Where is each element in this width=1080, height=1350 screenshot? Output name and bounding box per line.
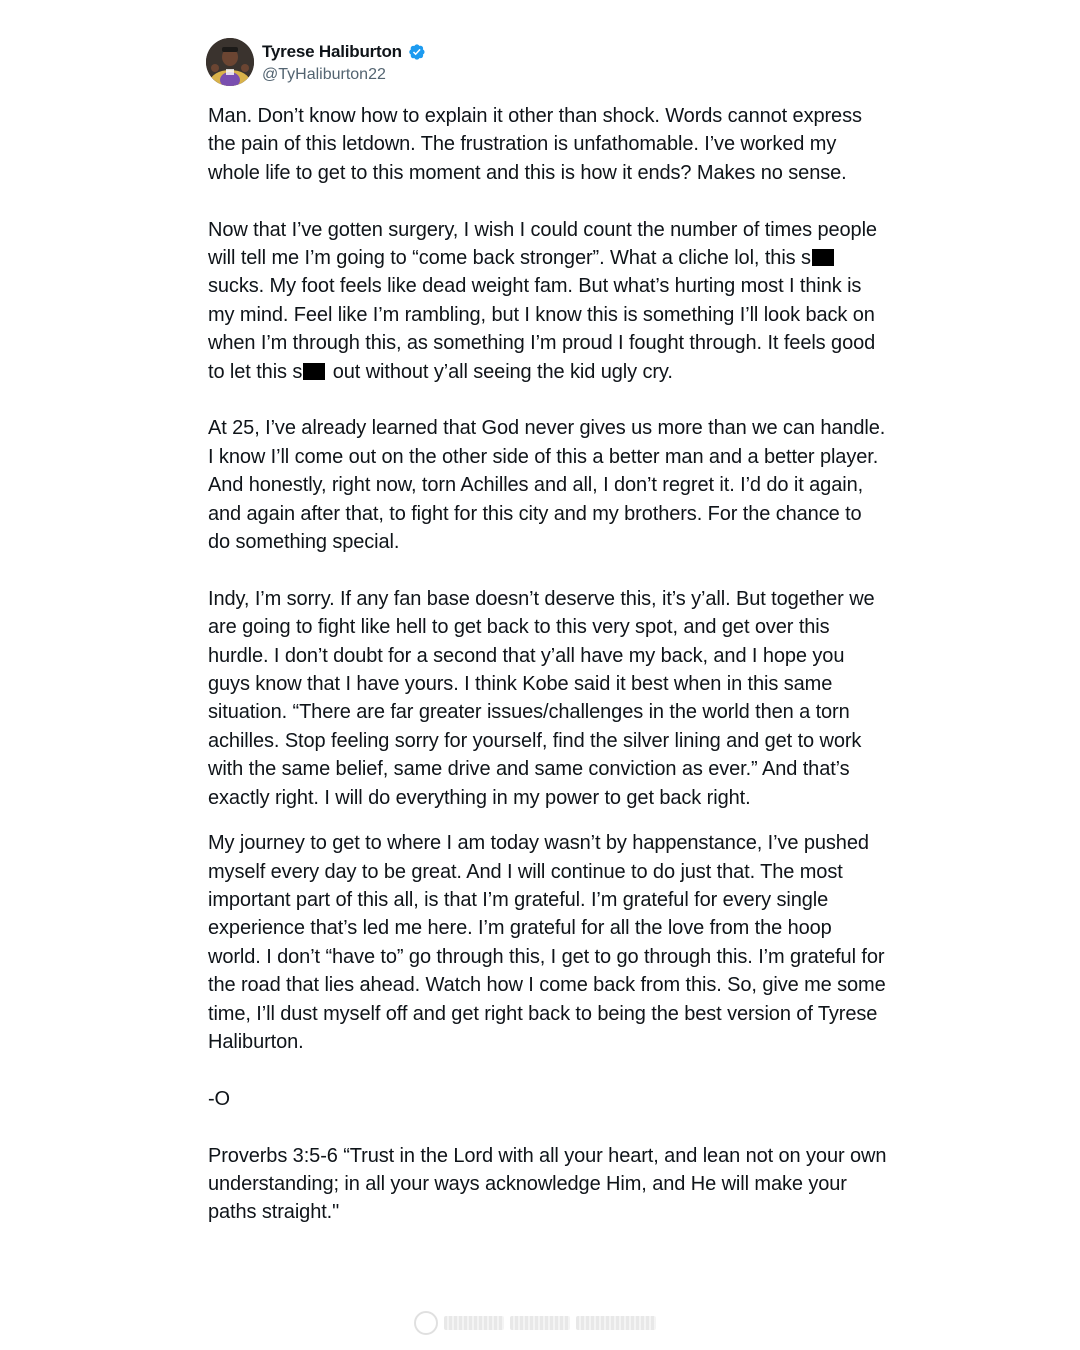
watermark [414, 1310, 662, 1336]
redaction-block [303, 363, 325, 380]
paragraph-segment: out without y’all seeing the kid ugly cry. [327, 360, 673, 383]
redaction-block [812, 249, 834, 266]
watermark-block [510, 1316, 570, 1330]
author-display-name[interactable]: Tyrese Haliburton [262, 42, 402, 61]
watermark-logo-icon [414, 1311, 438, 1335]
paragraph-segment: sucks. My foot feels like dead weight fam. But what’s hurting most I think is my mind. Feel like I’m rambling, but I know this is something I’ll look back on when I’m through this, as something I’m proud I fought through. It feels good to let this s [208, 247, 881, 383]
post-paragraph: Man. Don’t know how to explain it other than shock. Words cannot express the pain of this letdown. The frustration is unfathomable. I’ve worked my whole life to get to this moment and this is how it ends? Makes no sense. [208, 105, 868, 184]
post-paragraph: Proverbs 3:5-6 “Trust in the Lord with all your heart, and lean not on your own understanding; in all your ways acknowledge Him, and He will make your paths straight." [208, 1144, 892, 1224]
author-identity [262, 39, 426, 85]
watermark-block [444, 1316, 504, 1330]
post-header [206, 34, 888, 90]
author-handle[interactable]: @TyHaliburton22 [262, 66, 386, 83]
post-text [208, 102, 892, 1227]
verified-badge-icon[interactable] [406, 42, 426, 62]
avatar[interactable] [206, 38, 254, 86]
post-paragraph: Indy, I’m sorry. If any fan base doesn’t deserve this, it’s y’all. But together we are going to fight like hell to get back to this very spot, and get over this hurdle. I don’t doubt for a second that y’all have my back, and I hope you guys know that I have yours. I think Kobe said it best when in this same situation. “There are far greater issues/challenges in the world then a torn achilles. Stop feeling sorry for yourself, find the silver lining and get to work with the same belief, same drive and same conviction as ever.” And that’s exactly right. I will do everything in my power to get back right. [208, 587, 881, 809]
post-signoff: -O [208, 1087, 231, 1110]
watermark-block [576, 1316, 656, 1330]
post-paragraph: At 25, I’ve already learned that God never gives us more than we can handle. I know I’ll come out on the other side of this a better man and a better player. And honestly, right now, torn Achilles and all, I don’t regret it. I’d do it again, and again after that, to fight for this city and my brothers. For the chance to do something special. [208, 417, 891, 554]
name-row [262, 39, 426, 65]
post-paragraph: My journey to get to where I am today wasn’t by happenstance, I’ve pushed myself every day to be great. And I will continue to do just that. The most important part of this all, is that I’m grateful. I’m grateful for every single experience that’s led me here. I’m grateful for all the love from the hoop world. I don’t “have to” go through this, I get to go through this. I’m grateful for the road that lies ahead. Watch how I come back from this. So, give me some time, I’ll dust myself off and get right back to being the best version of Tyrese Haliburton. [208, 832, 892, 1053]
post-paragraph [208, 216, 888, 386]
post-card [208, 34, 892, 1227]
avatar-photo-icon [206, 38, 254, 86]
paragraph-segment: Now that I’ve gotten surgery, I wish I could count the number of times people will tell me I’m going to “come back stronger”. What a cliche lol, this s [208, 218, 883, 270]
